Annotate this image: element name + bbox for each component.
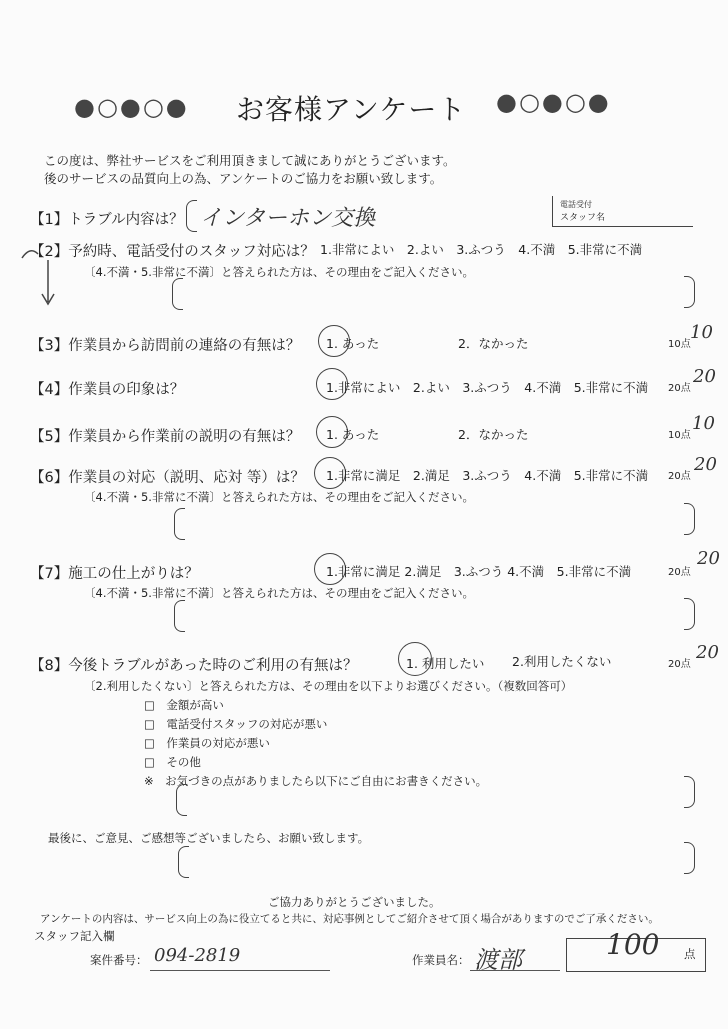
- q8-bracket-close: [684, 776, 695, 808]
- q5-label: 【5】作業員から作業前の説明の有無は？: [30, 429, 301, 445]
- q7-bracket-close: [684, 598, 695, 630]
- total-score-value[interactable]: 100: [606, 928, 660, 961]
- q6-bracket-close: [684, 503, 695, 535]
- final-bracket-open: [178, 846, 189, 878]
- q2-bracket-close: [684, 276, 695, 308]
- q4-score: 20: [693, 366, 716, 387]
- case-number-underline: [150, 970, 330, 971]
- final-bracket-close: [684, 842, 695, 874]
- decor-dots-right: ●○●○●: [496, 88, 611, 116]
- stamp-label-2: スタッフ名: [560, 213, 606, 223]
- q2-label: 【2】予約時、電話受付のスタッフ対応は？: [30, 244, 315, 260]
- q3-points: 10点: [668, 339, 691, 350]
- q7-points: 20点: [668, 567, 691, 578]
- q6-score: 20: [694, 454, 717, 475]
- stamp-label-1: 電話受付: [560, 200, 592, 209]
- q6-points: 20点: [668, 471, 691, 482]
- q2-bracket-open: [172, 278, 183, 310]
- worker-name-value[interactable]: 渡部: [474, 946, 522, 974]
- q5-points: 10点: [668, 430, 691, 441]
- staff-section-label: スタッフ記入欄: [34, 929, 115, 943]
- q5-option-2[interactable]: 2．なかった: [458, 427, 529, 442]
- q4-points: 20点: [668, 383, 691, 394]
- q4-options[interactable]: 1.非常によい 2.よい 3.ふつう 4.不満 5.非常に不満: [326, 380, 649, 395]
- q8-check-price[interactable]: □ 金額が高い: [144, 698, 224, 712]
- q8-option-1[interactable]: 1. 利用したい: [406, 656, 485, 671]
- q3-score: 10: [690, 322, 713, 343]
- decor-dots-left: ●○●○●: [74, 93, 189, 121]
- q2-handwritten-arrow-icon: [16, 246, 58, 310]
- q7-bracket-open: [174, 600, 185, 632]
- q5-score: 10: [692, 413, 715, 434]
- q8-check-worker[interactable]: □ 作業員の対応が悪い: [144, 736, 270, 750]
- q2-options[interactable]: 1.非常によい 2.よい 3.ふつう 4.不満 5.非常に不満: [320, 242, 643, 257]
- case-number-label: 案件番号：: [90, 953, 148, 967]
- q2-reason-prompt: 〔4.不満・5.非常に不満〕と答えられた方は、その理由をご記入ください。: [84, 265, 474, 279]
- q8-bracket-open: [176, 784, 187, 816]
- intro-line-2: 後のサービスの品質向上の為、アンケートのご協力をお願い致します。: [44, 171, 443, 186]
- q8-option-2[interactable]: 2.利用したくない: [512, 654, 612, 669]
- case-number-value[interactable]: 094-2819: [154, 945, 241, 966]
- q7-options[interactable]: 1.非常に満足 2.満足 3.ふつう 4.不満 5.非常に不満: [326, 564, 632, 579]
- q6-label: 【6】作業員の対応（説明、応対 等）は？: [30, 470, 305, 486]
- q6-options[interactable]: 1.非常に満足 2.満足 3.ふつう 4.不満 5.非常に不満: [326, 468, 649, 483]
- final-comment-prompt: 最後に、ご意見、ご感想等ございましたら、お願い致します。: [48, 831, 370, 845]
- q6-bracket-open: [174, 508, 185, 540]
- total-score-unit: 点: [684, 947, 696, 961]
- q3-option-2[interactable]: 2．なかった: [458, 336, 529, 351]
- q1-label: 【1】トラブル内容は？: [30, 212, 184, 228]
- q8-label: 【8】今後トラブルがあった時のご利用の有無は？: [30, 658, 358, 674]
- q7-reason-prompt: 〔4.不満・5.非常に不満〕と答えられた方は、その理由をご記入ください。: [84, 586, 474, 600]
- q1-bracket-open: [186, 200, 197, 232]
- q6-reason-prompt: 〔4.不満・5.非常に不満〕と答えられた方は、その理由をご記入ください。: [84, 490, 474, 504]
- q7-score: 20: [697, 548, 720, 569]
- q8-check-other[interactable]: □ その他: [144, 755, 201, 769]
- disclaimer-text: アンケートの内容は、サービス向上の為に役立てると共に、対応事例としてご紹介させて頂く場合がありますのでご了承ください。: [40, 913, 659, 925]
- q1-answer[interactable]: インターホン交換: [200, 206, 376, 231]
- q3-option-1[interactable]: 1. あった: [326, 336, 380, 351]
- q5-option-1[interactable]: 1. あった: [326, 427, 380, 442]
- intro-line-1: この度は、弊社サービスをご利用頂きまして誠にありがとうございます。: [44, 153, 456, 168]
- page-title: お客様アンケート: [236, 93, 467, 126]
- q8-reason-prompt: 〔2.利用したくない〕と答えられた方は、その理由を以下よりお選びください。（複数回答可）: [84, 679, 573, 693]
- q8-free-comment-prompt: ※ お気づきの点がありましたら以下にご自由にお書きください。: [144, 774, 488, 788]
- q8-check-reception[interactable]: □ 電話受付スタッフの対応が悪い: [144, 717, 328, 731]
- thanks-text: ご協力ありがとうございました。: [268, 895, 441, 909]
- worker-name-label: 作業員名：: [412, 953, 470, 967]
- q7-label: 【7】施工の仕上がりは？: [30, 566, 199, 582]
- q3-label: 【3】作業員から訪問前の連絡の有無は？: [30, 338, 301, 354]
- q8-points: 20点: [668, 659, 691, 670]
- q8-score: 20: [696, 642, 719, 663]
- q4-label: 【4】作業員の印象は？: [30, 382, 185, 398]
